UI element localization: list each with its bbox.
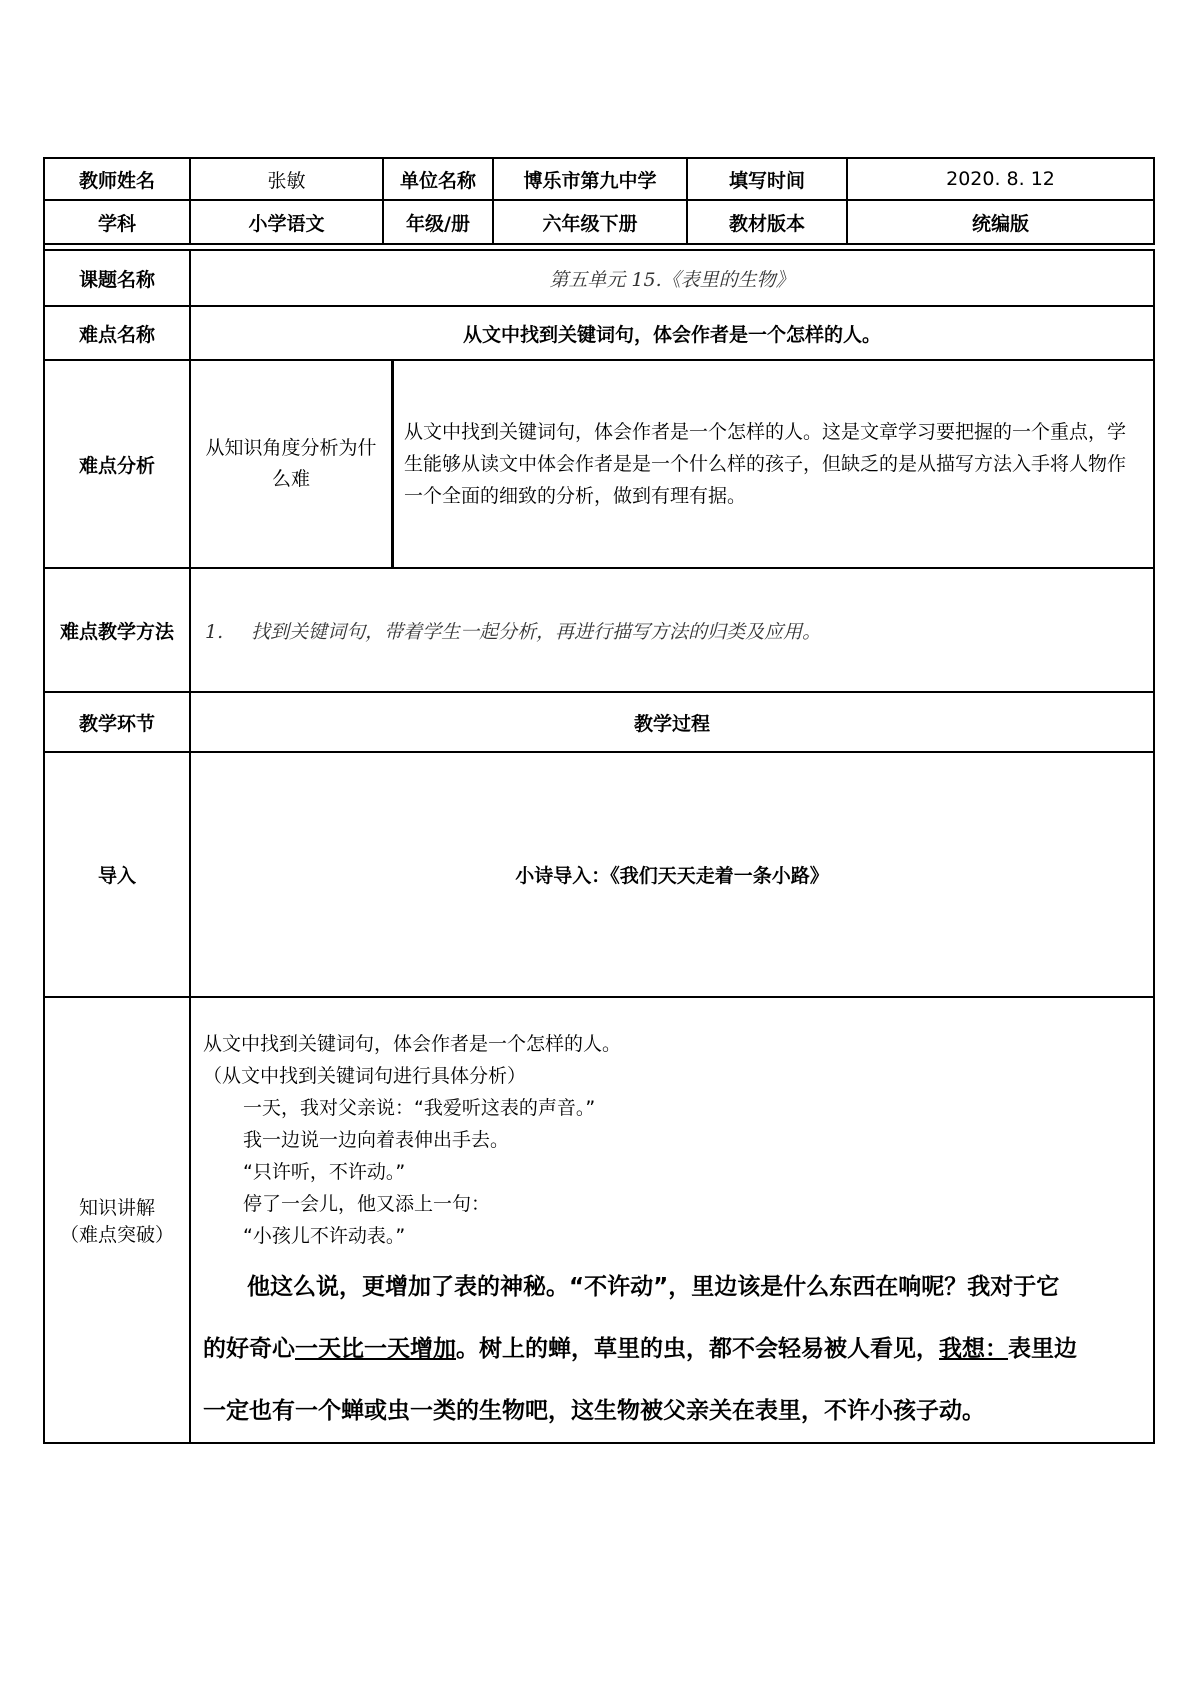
quote-line: “小孩儿不许动表。”	[243, 1225, 406, 1247]
underlined-phrase: 一天比一天增加	[295, 1336, 456, 1362]
process-value: 教学过程	[190, 692, 1154, 752]
analysis-label: 难点分析	[44, 360, 190, 568]
difficulty-label: 难点名称	[44, 306, 190, 360]
intro-label: 导入	[44, 752, 190, 997]
edition-value: 统编版	[847, 200, 1154, 244]
quote-line: 我一边说一边向着表伸出手去。	[243, 1129, 510, 1151]
date-value: 2020. 8. 12	[847, 158, 1154, 200]
date-label: 填写时间	[687, 158, 847, 200]
knowledge-label-line2: （难点突破）	[59, 1224, 174, 1246]
grade-value: 六年级下册	[493, 200, 687, 244]
quote-line: “只许听，不许动。”	[243, 1161, 406, 1183]
knowledge-line: 从文中找到关键词句，体会作者是一个怎样的人。	[203, 1033, 622, 1055]
knowledge-label	[44, 997, 190, 1443]
process-header-row	[44, 692, 1154, 752]
teacher-label: 教师姓名	[44, 158, 190, 200]
method-text: 找到关键词句，带着学生一起分析，再进行描写方法的归类及应用。	[251, 620, 822, 643]
analysis-content	[191, 361, 1153, 567]
quote-line: 停了一会儿，他又添上一句：	[243, 1193, 491, 1215]
subject-label: 学科	[44, 200, 190, 244]
teacher-value: 张敏	[190, 158, 383, 200]
unit-label: 单位名称	[383, 158, 493, 200]
subject-value: 小学语文	[190, 200, 383, 244]
difficulty-row	[44, 306, 1154, 360]
header-row-2	[44, 200, 1154, 244]
method-number: 1.	[205, 620, 224, 643]
method-label: 难点教学方法	[44, 568, 190, 692]
excerpt-line-1: 他这么说，更增加了表的神秘。“不许动”，里边该是什么东西在响呢？我对于它	[247, 1274, 1060, 1300]
topic-label: 课题名称	[44, 250, 190, 306]
topic-value: 第五单元 15.《表里的生物》	[190, 250, 1154, 306]
underlined-phrase: 我想：	[939, 1336, 1008, 1362]
knowledge-row	[44, 997, 1154, 1443]
analysis-text: 从文中找到关键词句，体会作者是一个怎样的人。这是文章学习要把握的一个重点，学生能够从读文中体会作者是是一个什么样的孩子，但缺乏的是从描写方法入手将人物作一个全面的细致的分析，做到有理有据。	[404, 421, 1127, 507]
knowledge-label-line1: 知识讲解	[78, 1197, 155, 1219]
process-label: 教学环节	[44, 692, 190, 752]
excerpt-line-2: 的好奇心一天比一天增加。树上的蝉，草里的虫，都不会轻易被人看见，我想：表里边	[203, 1336, 1077, 1362]
quote-line: 一天，我对父亲说：“我爱听这表的声音。”	[243, 1097, 596, 1119]
excerpt-paragraph	[203, 1256, 1139, 1442]
lesson-plan-document	[43, 157, 1153, 1444]
unit-value: 博乐市第九中学	[493, 158, 687, 200]
method-content	[190, 568, 1154, 692]
header-row-1	[44, 158, 1154, 200]
knowledge-line: （从文中找到关键词句进行具体分析）	[203, 1065, 527, 1087]
intro-row	[44, 752, 1154, 997]
intro-value: 小诗导入：《我们天天走着一条小路》	[190, 752, 1154, 997]
analysis-sub-label: 从知识角度分析为什么难	[191, 361, 394, 567]
knowledge-content	[190, 997, 1154, 1443]
difficulty-value: 从文中找到关键词句，体会作者是一个怎样的人。	[190, 306, 1154, 360]
analysis-row	[44, 360, 1154, 568]
grade-label: 年级/册	[383, 200, 493, 244]
topic-row	[44, 250, 1154, 306]
lesson-plan-table	[43, 157, 1155, 1444]
method-row	[44, 568, 1154, 692]
edition-label: 教材版本	[687, 200, 847, 244]
excerpt-line-3: 一定也有一个蝉或虫一类的生物吧，这生物被父亲关在表里，不许小孩子动。	[203, 1398, 985, 1424]
